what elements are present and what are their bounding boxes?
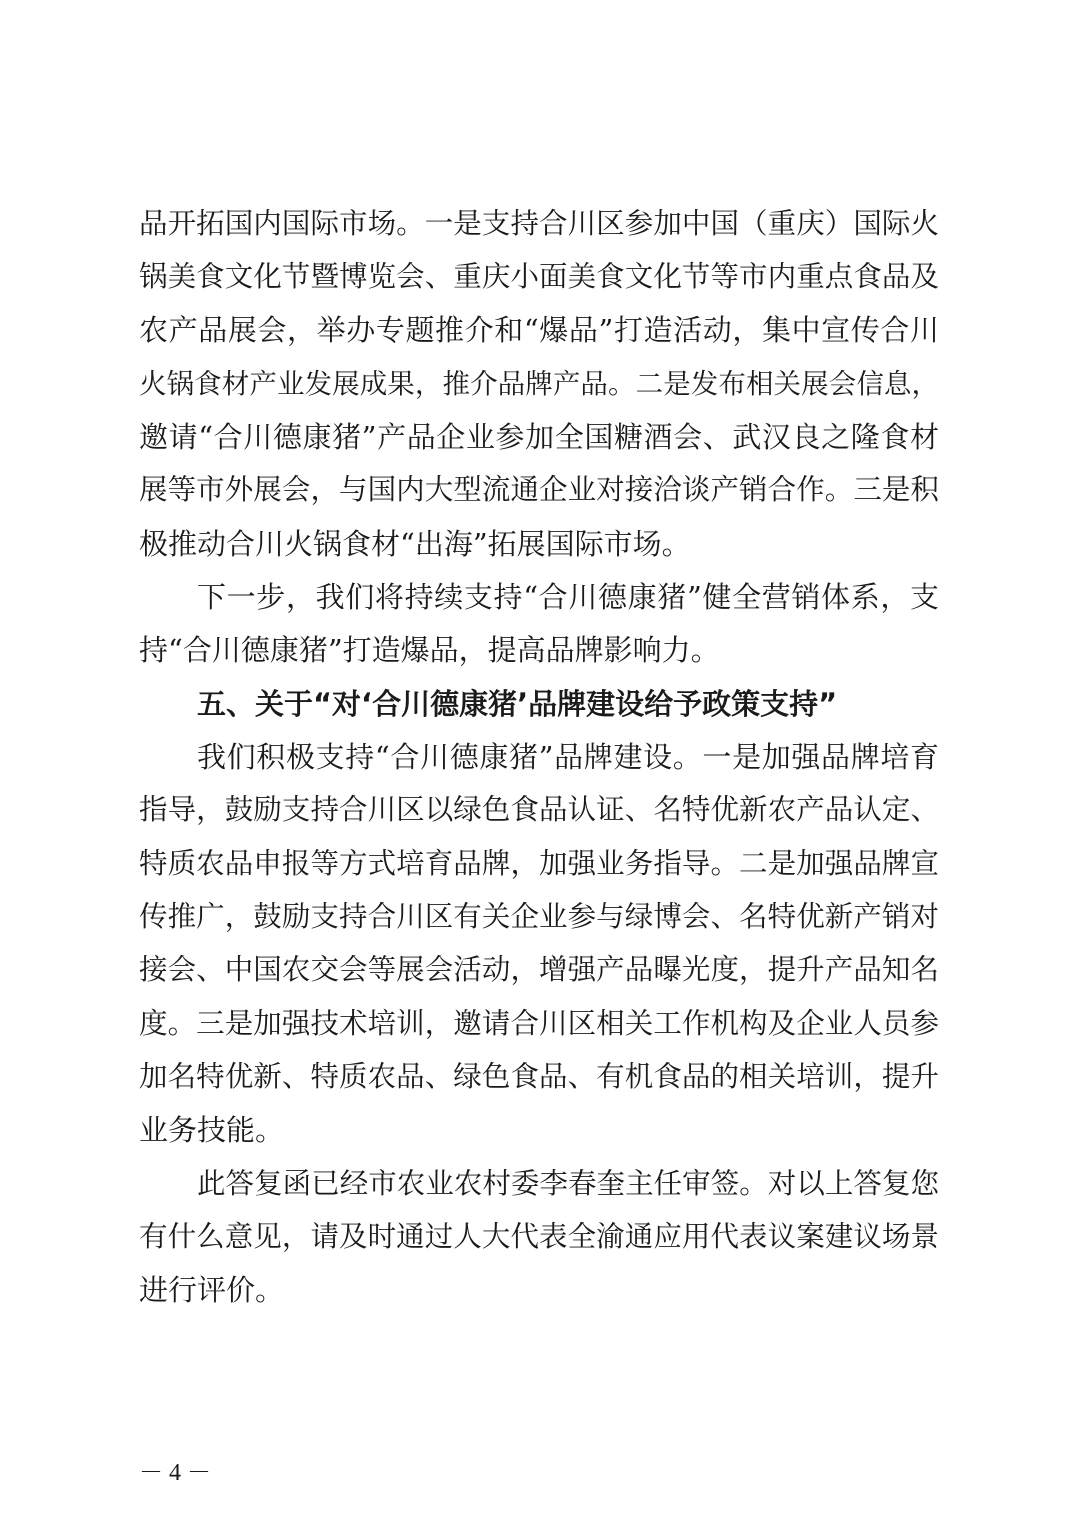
paragraph-line: 邀请“合川德康猪”产品企业参加全国糖酒会、武汉良之隆食材 — [139, 420, 939, 454]
paragraph-line: 农产品展会，举办专题推介和“爆品”打造活动，集中宣传合川 — [139, 313, 939, 347]
paragraph-line: 传推广，鼓励支持合川区有关企业参与绿博会、名特优新产销对 — [139, 900, 939, 933]
paragraph-line: 接会、中国农交会等展会活动，增强产品曝光度，提升产品知名 — [139, 953, 939, 986]
paragraph-line: 我们积极支持“合川德康猪”品牌建设。一是加强品牌培育 — [197, 740, 939, 774]
paragraph-line: 火锅食材产业发展成果，推介品牌产品。二是发布相关展会信息， — [139, 368, 939, 400]
paragraph-line: 度。三是加强技术培训，邀请合川区相关工作机构及企业人员参 — [139, 1007, 939, 1040]
paragraph-line: 此答复函已经市农业农村委李春奎主任审签。对以上答复您 — [197, 1167, 939, 1200]
paragraph-line: 品开拓国内国际市场。一是支持合川区参加中国（重庆）国际火 — [139, 207, 939, 240]
paragraph-line: 指导，鼓励支持合川区以绿色食品认证、名特优新农产品认定、 — [139, 793, 939, 826]
paragraph-line: 下一步，我们将持续支持“合川德康猪”健全营销体系，支 — [197, 580, 939, 614]
paragraph-line: 有什么意见，请及时通过人大代表全渝通应用代表议案建议场景 — [139, 1220, 939, 1253]
paragraph-line: 极推动合川火锅食材“出海”拓展国际市场。 — [139, 527, 691, 561]
paragraph-line: 特质农品申报等方式培育品牌，加强业务指导。二是加强品牌宣 — [139, 847, 939, 880]
paragraph-line: 进行评价。 — [139, 1273, 285, 1307]
page-number: － 4 － — [139, 1460, 211, 1486]
paragraph-line: 展等市外展会，与国内大型流通企业对接洽谈产销合作。三是积 — [139, 473, 939, 506]
paragraph-line: 加名特优新、特质农品、绿色食品、有机食品的相关培训，提升 — [139, 1060, 939, 1093]
section-heading: 五、关于“对‘合川德康猪’品牌建设给予政策支持” — [197, 687, 838, 721]
paragraph-line: 持“合川德康猪”打造爆品，提高品牌影响力。 — [139, 633, 720, 667]
paragraph-line: 锅美食文化节暨博览会、重庆小面美食文化节等市内重点食品及 — [139, 260, 939, 293]
paragraph-line: 业务技能。 — [139, 1113, 285, 1147]
